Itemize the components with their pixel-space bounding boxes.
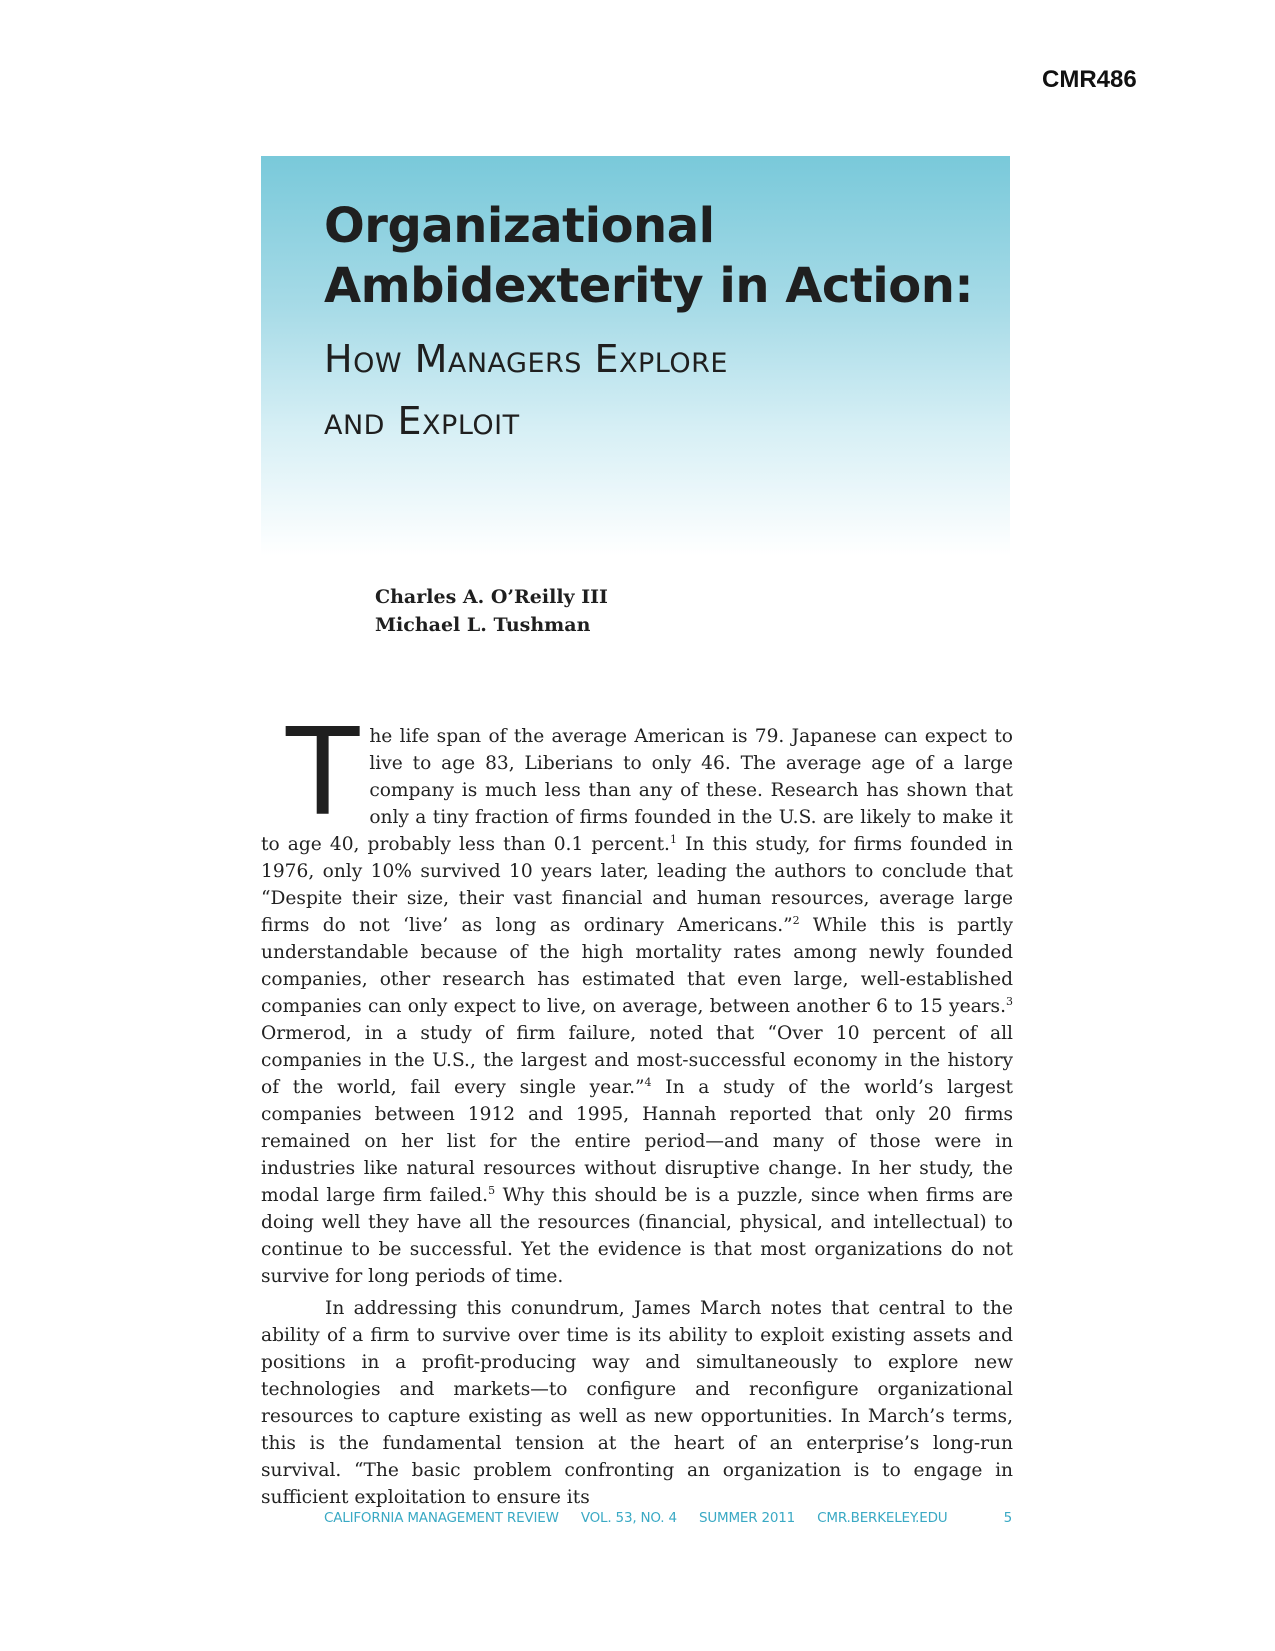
footer-issue: SUMMER 2011 [698, 1510, 796, 1526]
page-number: 5 [1003, 1510, 1012, 1526]
title-line-1: Organizational [324, 198, 715, 254]
footnote-ref-5: 5 [488, 1183, 496, 1197]
author-list [375, 583, 608, 639]
p1-text-1: he life span of the average American is 79. Japanese can expect to live to age 83, Liberians to only 46. The average age of a large company is much less than any of these. Research has shown that only a tiny fraction of firms founded in the U.S. are likely to make it to age 40, probably less than 0.1 percent. [261, 726, 1013, 855]
footnote-ref-3: 3 [1006, 994, 1013, 1008]
footnote-ref-4: 4 [644, 1075, 652, 1089]
footnote-ref-1: 1 [669, 832, 677, 846]
author-1: Charles A. O’Reilly III [375, 586, 608, 608]
paragraph-1 [261, 704, 1014, 1290]
footer-site: CMR.BERKELEY.EDU [817, 1510, 948, 1526]
author-2: Michael L. Tushman [375, 614, 591, 636]
page-footer [324, 1510, 1012, 1526]
footnote-ref-2: 2 [792, 913, 800, 927]
footer-volume: VOL. 53, NO. 4 [580, 1510, 677, 1526]
drop-cap: T [286, 704, 360, 843]
document-code: CMR486 [1042, 66, 1137, 93]
paragraph-2: In addressing this conundrum, James March notes that central to the ability of a firm to survive over time is its ability to exploit existing assets and positions in a profit-producing way and simultaneously to explore new technologies and markets—to configure and reconfigure organizational resources to capture existing as well as new opportunities. In March’s terms, this is the fundamental tension at the heart of an enterprise’s long-run survival. “The basic problem confronting an organization is to engage in sufficient exploitation to ensure its [261, 1298, 1013, 1508]
subtitle-line-1: How Managers Explore [324, 337, 728, 381]
p1-text-2: In this study, for firms founded in 1976, only 10% survived 10 years later, leading the authors to conclude that “Despite their size, their vast financial and human resources, average large firms do not ‘live’ as long as ordinary Americans.” [261, 834, 1013, 936]
article-subtitle [324, 328, 728, 452]
article-body [261, 704, 1014, 1516]
p1-text-6: Why this should be is a puzzle, since when firms are doing well they have all the resources (financial, physical, and intellectual) to continue to be successful. Yet the evidence is that most organizations do not survive for long periods of time. [261, 1185, 1013, 1287]
article-title [324, 196, 973, 316]
subtitle-line-2: and Exploit [324, 399, 520, 443]
p1-text-5: In a study of the world’s largest companies between 1912 and 1995, Hannah reported that only 20 firms remained on her list for the entire period—and many of those were in industries like natural resources without disruptive change. In her study, the modal large firm failed. [261, 1077, 1014, 1206]
footer-journal: CALIFORNIA MANAGEMENT REVIEW [324, 1510, 559, 1526]
p1-text-4: Ormerod, in a study of firm failure, noted that “Over 10 percent of all companies in the U.S., the largest and most-successful economy in the history of the world, fail every single year.” [261, 1023, 1013, 1098]
p1-text-3: While this is partly understandable because of the high mortality rates among newly founded companies, other research has estimated that even large, well-established companies can only expect to live, on average, between another 6 to 15 years. [261, 915, 1013, 1017]
title-line-2: Ambidexterity in Action: [324, 258, 974, 314]
